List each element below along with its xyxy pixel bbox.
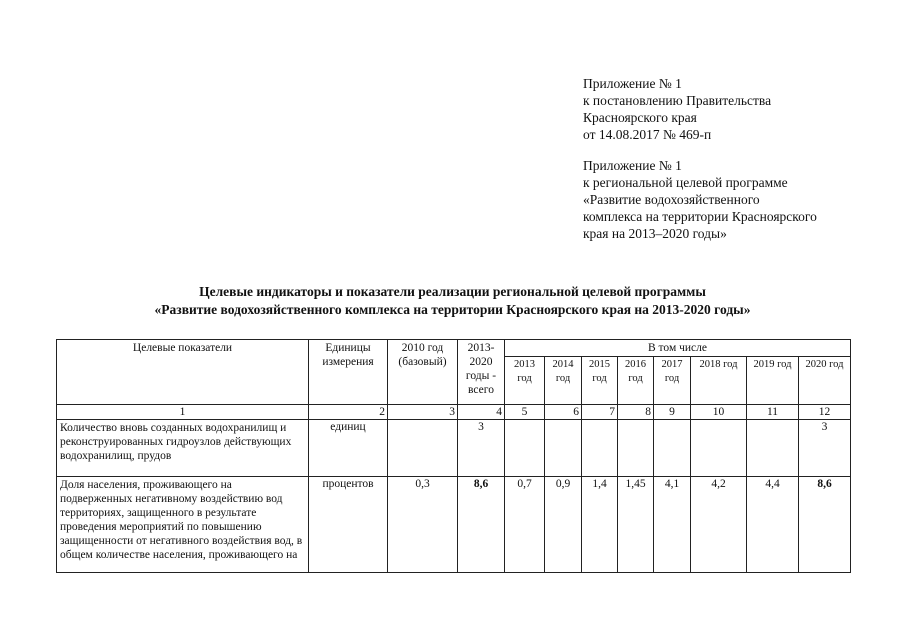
indicators-table — [56, 339, 851, 573]
header-including: В том числе — [505, 340, 851, 357]
column-number: 5 — [505, 405, 545, 420]
indicator-year-value: 3 — [799, 420, 851, 477]
appendix-line: комплекса на территории Красноярского — [583, 209, 817, 224]
header-indicators: Целевые показатели — [57, 340, 309, 405]
column-number: 10 — [691, 405, 747, 420]
appendix-line: «Развитие водохозяйственного — [583, 192, 760, 207]
header-year: 2018 год — [691, 357, 747, 405]
header-year: 2020 год — [799, 357, 851, 405]
appendix-line: от 14.08.2017 № 469-п — [583, 127, 712, 142]
indicator-year-value — [582, 420, 618, 477]
indicator-year-value — [747, 420, 799, 477]
column-number: 7 — [582, 405, 618, 420]
indicator-year-value — [654, 420, 691, 477]
indicator-base: 0,3 — [388, 477, 458, 573]
indicator-year-value: 8,6 — [799, 477, 851, 573]
column-number: 3 — [388, 405, 458, 420]
indicator-year-value — [505, 420, 545, 477]
document-title-line1: Целевые индикаторы и показатели реализации региональной целевой программы — [199, 284, 706, 299]
indicator-year-value: 0,9 — [545, 477, 582, 573]
column-number: 11 — [747, 405, 799, 420]
appendix-line: к постановлению Правительства — [583, 93, 772, 108]
header-year: 2013 год — [505, 357, 545, 405]
header-base-year: 2010 год (базовый) — [388, 340, 458, 405]
indicator-name: Доля населения, проживающего на подверженных негативному воздействию вод территориях, защищенного в результате проведения мероприятий по повышению защищенности от негативного воздействия вод, в общем количестве населения, проживающего на — [57, 477, 309, 573]
header-units: Единицы измерения — [309, 340, 388, 405]
appendix-line: Приложение № 1 — [583, 76, 682, 91]
column-number: 9 — [654, 405, 691, 420]
appendix-line: к региональной целевой программе — [583, 175, 788, 190]
indicator-year-value: 1,45 — [618, 477, 654, 573]
header-year: 2016 год — [618, 357, 654, 405]
table-row — [57, 477, 851, 573]
indicator-year-value: 0,7 — [505, 477, 545, 573]
indicator-year-value: 1,4 — [582, 477, 618, 573]
indicator-unit: единиц — [309, 420, 388, 477]
appendix-header-program — [583, 157, 883, 242]
header-year: 2017 год — [654, 357, 691, 405]
column-number: 8 — [618, 405, 654, 420]
indicator-year-value — [691, 420, 747, 477]
indicator-year-value: 4,2 — [691, 477, 747, 573]
header-total: 2013-2020 годы - всего — [458, 340, 505, 405]
appendix-line: Красноярского края — [583, 110, 697, 125]
column-number: 12 — [799, 405, 851, 420]
indicator-year-value: 4,4 — [747, 477, 799, 573]
column-number: 6 — [545, 405, 582, 420]
appendix-line: края на 2013–2020 годы» — [583, 226, 727, 241]
table-row — [57, 420, 851, 477]
indicator-total: 8,6 — [458, 477, 505, 573]
indicator-unit: процентов — [309, 477, 388, 573]
indicator-total: 3 — [458, 420, 505, 477]
column-number: 1 — [57, 405, 309, 420]
header-year: 2014 год — [545, 357, 582, 405]
header-year: 2019 год — [747, 357, 799, 405]
indicator-base — [388, 420, 458, 477]
indicator-year-value: 4,1 — [654, 477, 691, 573]
header-year: 2015 год — [582, 357, 618, 405]
indicator-year-value — [618, 420, 654, 477]
indicator-year-value — [545, 420, 582, 477]
indicator-name: Количество вновь созданных водохранилищ и реконструированных гидроузлов действующих водохранилищ, прудов — [57, 420, 309, 477]
document-title-line2: «Развитие водохозяйственного комплекса на территории Красноярского края на 2013-2020 годы» — [154, 302, 751, 317]
appendix-header-decree — [583, 75, 883, 143]
column-number: 2 — [309, 405, 388, 420]
column-number: 4 — [458, 405, 505, 420]
appendix-line: Приложение № 1 — [583, 158, 682, 173]
